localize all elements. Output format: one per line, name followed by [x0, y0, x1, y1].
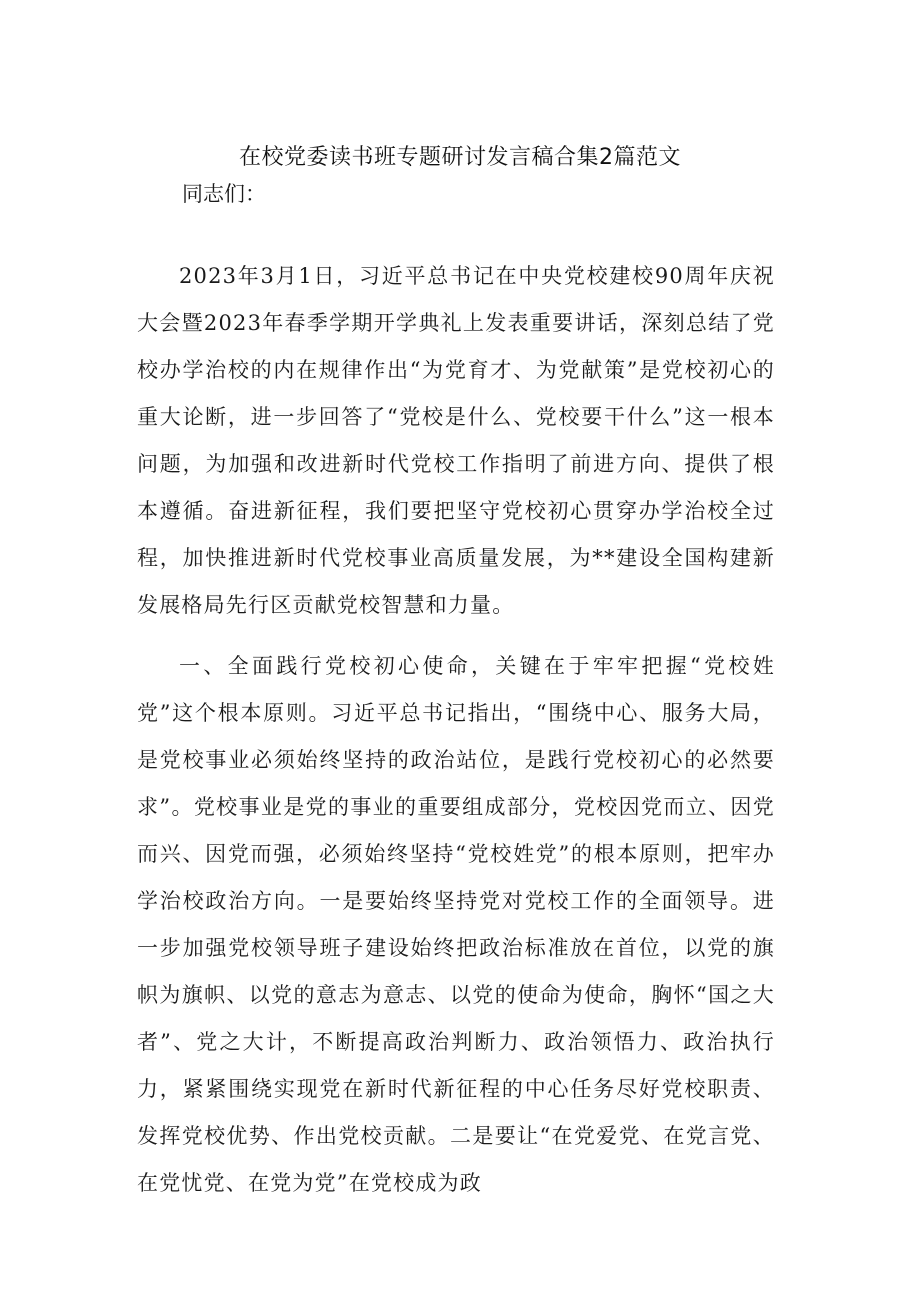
paragraph-section-one: 一、全面践行党校初心使命，关键在于牢牢把握“党校姓党”这个根本原则。习近平总书记指出，“围绕中心、服务大局，是党校事业必须始终坚持的政治站位，是践行党校初心的必然要求”。党校事业是党的事业的重要组成部分，党校因党而立、因党而兴、因党而强，必须始终坚持“党校姓党”的根本原则，把牢办学治校政治方向。一是要始终坚持党对党校工作的全面领导。进一步加强党校领导班子建设始终把政治标准放在首位，以党的旗帜为旗帜、以党的意志为意志、以党的使命为使命，胸怀“国之大者”、党之大计，不断提高政治判断力、政治领悟力、政治执行力，紧紧围绕实现党在新时代新征程的中心任务尽好党校职责、发挥党校优势、作出党校贡献。二是要让“在党爱党、在党言党、在党忧党、在党为党”在党校成为政 [137, 654, 775, 1195]
salutation: 同志们： [182, 182, 266, 206]
document-title: 在校党委读书班专题研讨发言稿合集2篇范文 [239, 145, 681, 170]
paragraph-opening: 2023年3月1日，习近平总书记在中央党校建校90周年庆祝大会暨2023年春季学期开学典礼上发表重要讲话，深刻总结了党校办学治校的内在规律作出“为党育才、为党献策”是党校初心的重大论断，进一步回答了“党校是什么、党校要干什么”这一根本问题，为加强和改进新时代党校工作指明了前进方向、提供了根本遵循。奋进新征程，我们要把坚守党校初心贯穿办学治校全过程，加快推进新时代党校事业高质量发展，为**建设全国构建新发展格局先行区贡献党校智慧和力量。 [137, 264, 775, 617]
